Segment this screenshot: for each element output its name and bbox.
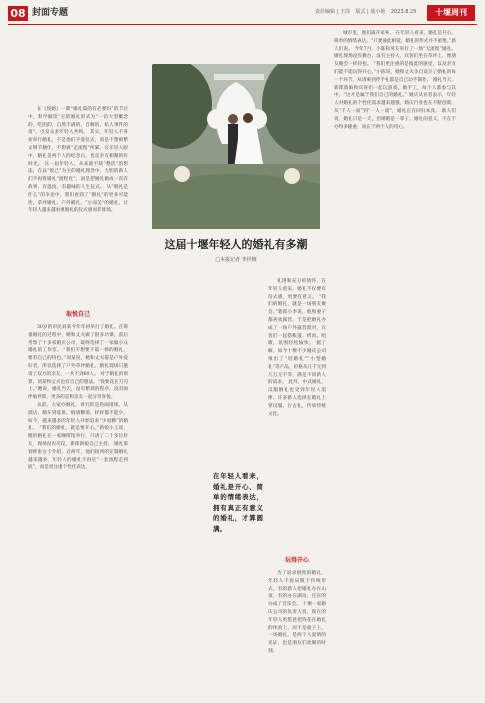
- editor-credit: 责任编辑 | 王玮: [315, 9, 350, 15]
- brand-logo: 十堰周刊: [427, 5, 475, 21]
- column-1-lower-text: 30岁的市民刘某今年年初举行了婚礼。在筹备婚礼的过程中，她和丈夫做了很多功课，前后考察了十多家婚庆公司，最终选择了一家做小众婚礼的工作室。 “我们不想要千篇一律的婚礼，要有自己的特色。”刘某说，她和丈夫都是户外爱好者，所以选择了户外草坪婚礼。婚礼现场只邀请了双方的亲友，一共不到60人。 对于婚礼的预算，刘某和丈夫也有自己的想法。“钱要花在刀刃上。”她说，婚礼当天，没有繁琐的程序，没有闹伴娘伴郎，更多的是和亲友一起分享喜悦。: [28, 325, 128, 401]
- column-1-text: 在《悦婚》一期“婚礼篇的有必要吗”的节目中，科学解读“它的婚礼形式为”一切大型概念的，吃团的，自然丰满的，自嗨的，私人事件的请”，引发众多年轻人共鸣。 其实，年轻人不喜欢举行婚礼，不是他们不爱仪式，而是不想被繁文缛节捆住，不想被“走流程”所累。在年轻人眼中，婚礼是两个人的纪念日，也是亲友相聚的好时光。 这一届年轻人，从来就不缺“整活”的想法，在以“悦己”为主的婚礼理念中，大胆的新人们不再将婚礼“流程化”，而是把婚礼做成一次有故事、有温度、有趣味的人生仪式。 从“婚礼是什么”的争论中，我们看到了“婚礼”的更多可能性。草坪婚礼、户外婚礼、“小而美”的婚礼，让年轻人越来越看重婚礼的仪式感而非排场。: [28, 107, 128, 214]
- subhead-quyue: 取悦自己: [65, 311, 90, 318]
- issue-date: 2023.8.25: [390, 9, 417, 15]
- pull-quote: 在年轻人看来，婚礼是开心、简单的情绪表达，拥有真正有意义的婚礼，才算圆满。: [213, 472, 263, 533]
- designer-credit: 版式 | 聂小艳: [355, 9, 386, 15]
- article-headline: 这届十堰年轻人的婚礼有多潮: [164, 238, 308, 251]
- column-4-text: 城市里，他们离开家乡。 在年轻人看来，婚礼是开心、简单的情绪表达。“只要彼此相爱，婚礼的形式并不重要。”新人们说。 今年7月，小陈和男友举行了一场“无流程”婚礼。婚礼现场没有舞台，没有主持人，宾客们坐在草坪上，像朋友聚会一样轻松。 “我们更注重的是彼此的感受，以及亲友们能不能玩得开心。”小陈说，她和丈夫亲自设计了婚礼的每一个环节，从请柬到伴手礼都是自己动手制作。 婚礼当天，新郎新娘和宾客们一起玩游戏、做手工，每个人都参与其中。“这才是属于我们自己的婚礼。” 婚庆从业者表示，年轻人对婚礼的个性化需求越来越强，婚庆行业也在不断创新。从“千人一面”到“一人一面”，婚礼正在回归本真。 新人们说，婚礼只是一天，但婚姻是一辈子。婚礼的意义，不在于办得多隆重，而在于两个人的用心。: [334, 31, 456, 130]
- column-3-lower-text: 为了追求极致的婚礼，年轻人不再局限于传统形式。有的新人把婚礼办在山顶，有的办在湖边，还有的办成了音乐会。 十堰一家婚庆公司的负责人说，现在的年轻人更愿意把钱花在婚礼的体验上，而不是面子上。一场婚礼，是两个人爱情的见证，也是朋友们欢聚的时刻。: [268, 571, 326, 654]
- section-title: 封面专题: [32, 8, 69, 18]
- article-column-4: [334, 30, 456, 700]
- article-column-3: [268, 278, 326, 548]
- editor-meta: [315, 8, 420, 15]
- article-column-1-lower: [28, 306, 128, 700]
- subhead-wande: 玩得开心: [284, 557, 309, 564]
- page-header: [0, 0, 485, 26]
- article-byline: □本报记者 李世檀: [215, 257, 257, 263]
- wedding-photo: [152, 64, 320, 229]
- article-column-3-lower: [268, 552, 326, 700]
- header-rule: [8, 24, 477, 25]
- column-3-text: 礼现和充分的情怀，在年轻人看来，婚礼不仅要有仪式感，更要有意义。 “我们的婚礼，就是一场朋友聚会。”新郎小李说，他和妻子都喜欢露营，于是把婚礼办成了一场户外露营派对，宾客们一起搭帐篷、烤肉、唱歌，氛围轻松愉快。 据了解，如今十堰不少婚庆公司推出了“轻婚礼”“小型婚礼”等产品，价格从几千元到几万元不等，满足不同新人的需求。 此外，中式婚礼、汉服婚礼也受到年轻人追捧。许多新人选择在婚礼上穿汉服、行古礼，传承传统文化。: [268, 279, 326, 417]
- page-number: 08: [8, 6, 28, 21]
- article-column-1: [28, 106, 128, 302]
- column-2-text: 从前，大家办婚礼，讲究的是热闹排场，从酒店、婚车到宴席、烟酒糖茶，样样都不能少。如今，越来越多的年轻人开始追求“少而精”的婚礼。 “我们的婚礼，就是要开心。”新娘小王说，她的婚礼在一家咖啡馆举行，只请了二十多位好友，现场没有司仪，新郎新娘自己主持。 婚礼策划师张女士介绍，近两年，他们接到的定制婚礼越来越多。年轻人的婚礼不再是“一套流程走到底”，而是更注重个性化表达。: [28, 402, 128, 471]
